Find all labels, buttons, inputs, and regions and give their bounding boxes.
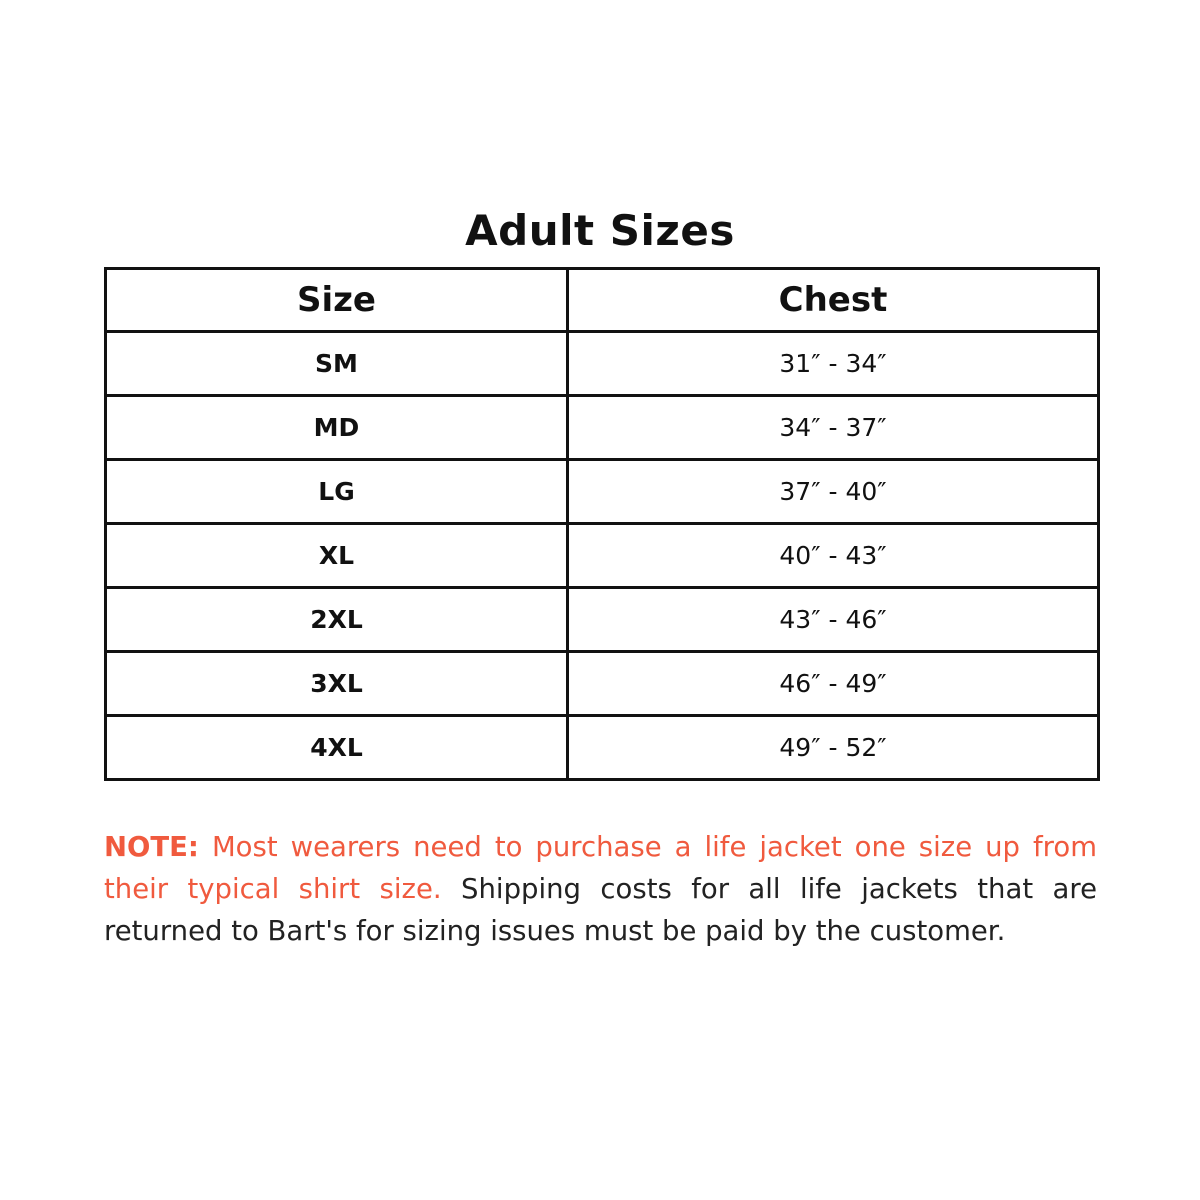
size-cell: XL xyxy=(106,524,568,588)
chest-cell: 37″ - 40″ xyxy=(568,460,1099,524)
note-highlight: Most wearers need to purchase a life jacket one size up from their typical shirt size. xyxy=(104,830,1097,905)
table-row xyxy=(106,332,1099,396)
size-cell: LG xyxy=(106,460,568,524)
size-cell: 3XL xyxy=(106,652,568,716)
chest-cell: 43″ - 46″ xyxy=(568,588,1099,652)
chest-cell: 34″ - 37″ xyxy=(568,396,1099,460)
column-header-chest: Chest xyxy=(568,269,1099,332)
table-row xyxy=(106,716,1099,780)
page-title: Adult Sizes xyxy=(465,206,735,255)
table-row xyxy=(106,652,1099,716)
note-body: Shipping costs for all life jackets that are returned to Bart's for sizing issues must be paid by the customer. xyxy=(104,872,1097,947)
size-chart-table xyxy=(104,267,1100,781)
sizing-note xyxy=(104,826,1097,952)
size-cell: 2XL xyxy=(106,588,568,652)
size-cell: SM xyxy=(106,332,568,396)
table-row xyxy=(106,460,1099,524)
column-header-size: Size xyxy=(106,269,568,332)
table-row xyxy=(106,396,1099,460)
note-label: NOTE: xyxy=(104,830,199,863)
table-header-row xyxy=(106,269,1099,332)
chest-cell: 46″ - 49″ xyxy=(568,652,1099,716)
chest-cell: 40″ - 43″ xyxy=(568,524,1099,588)
chest-cell: 31″ - 34″ xyxy=(568,332,1099,396)
table-row xyxy=(106,524,1099,588)
size-cell: MD xyxy=(106,396,568,460)
size-cell: 4XL xyxy=(106,716,568,780)
table-row xyxy=(106,588,1099,652)
chest-cell: 49″ - 52″ xyxy=(568,716,1099,780)
